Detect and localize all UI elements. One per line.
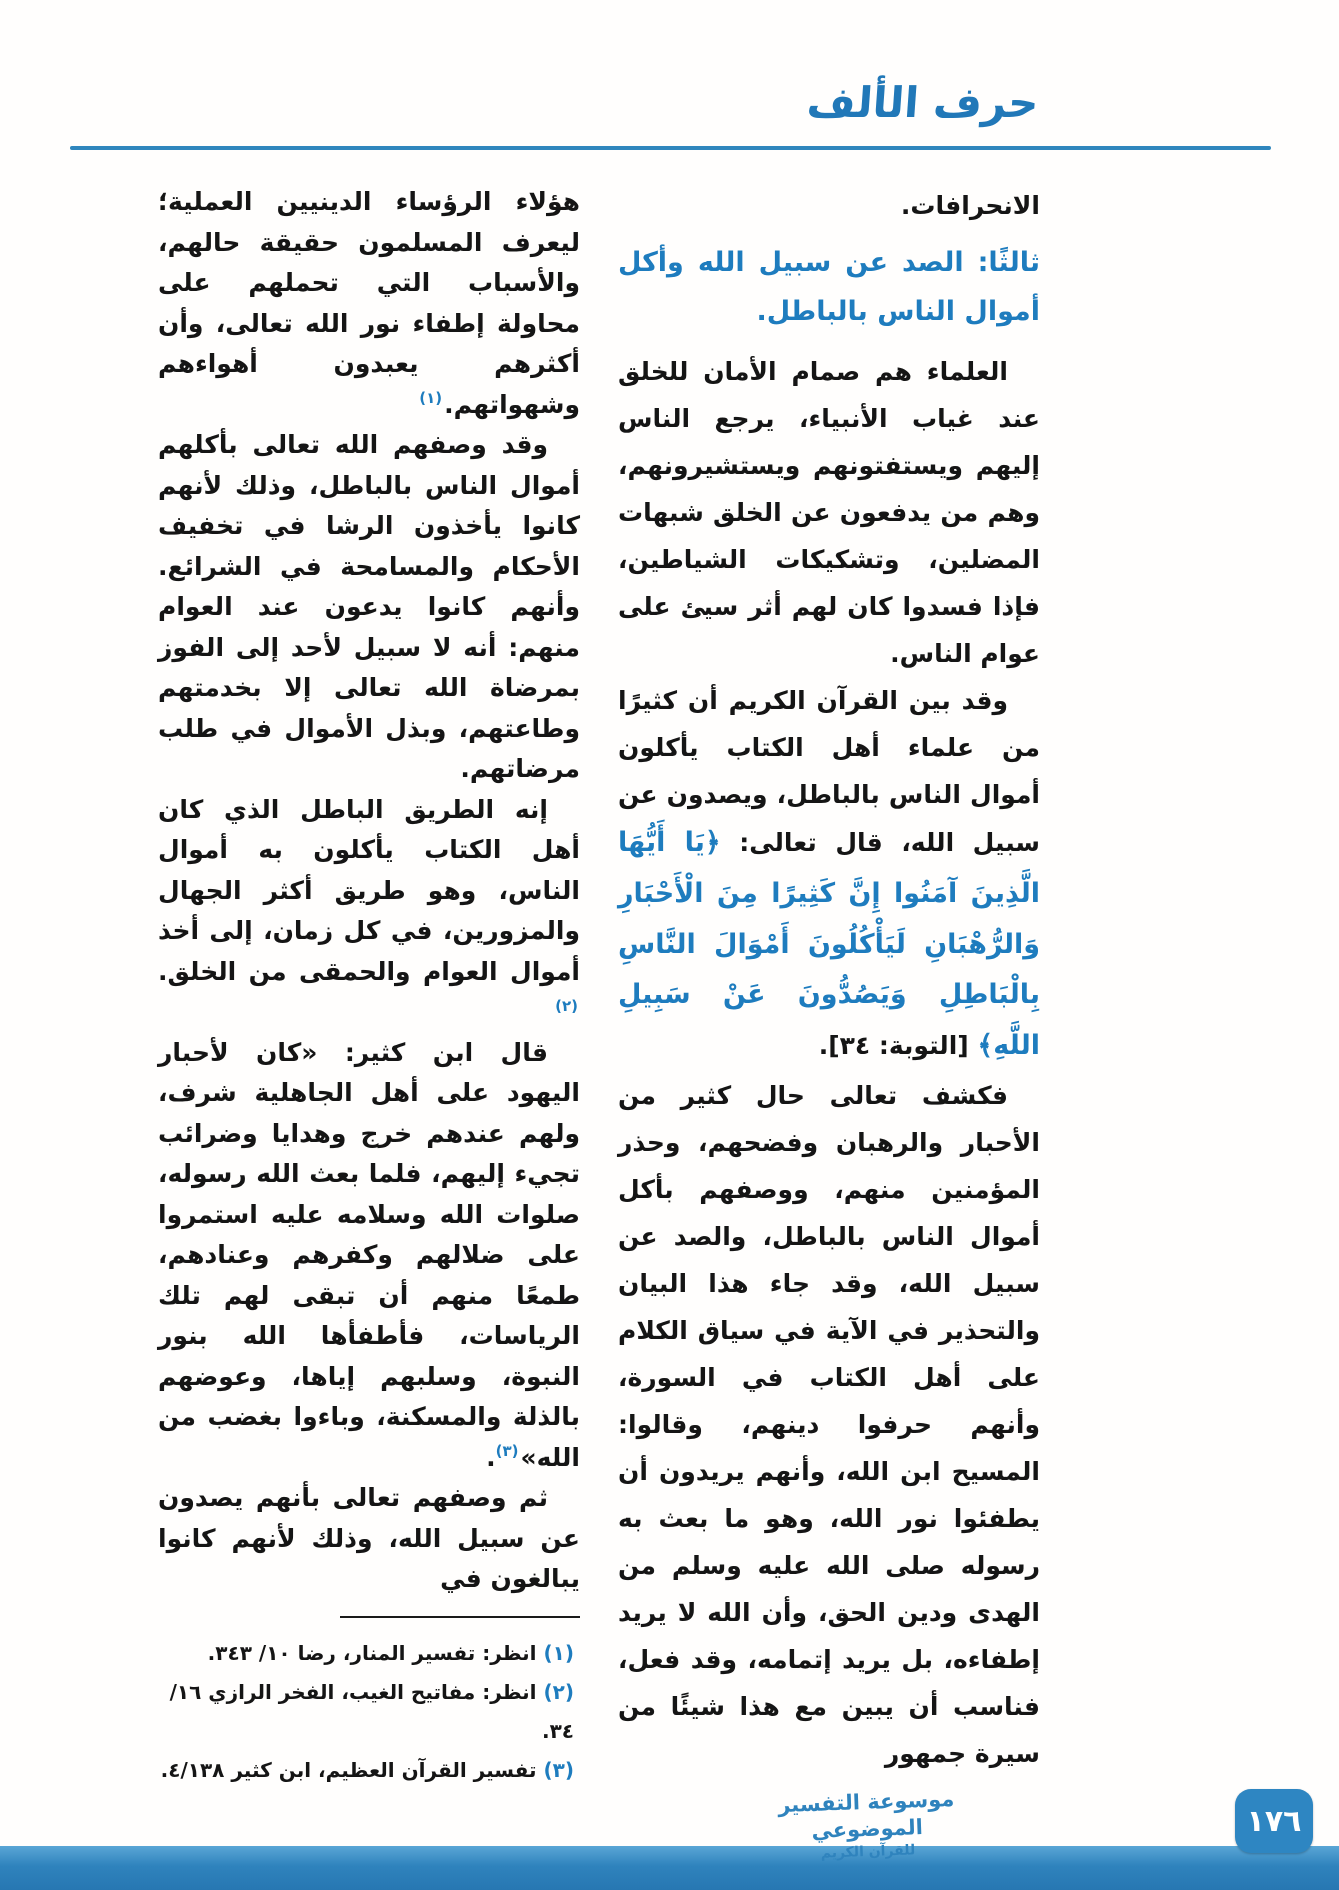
footnote bbox=[158, 1673, 580, 1751]
paragraph: وقد وصفهم الله تعالى بأكلهم أموال الناس بالباطل، وذلك لأنهم كانوا يأخذون الرشا في تخفيف الأحكام والمسامحة في الشرائع. وأنهم كانوا يدعون عند العوام منهم: أنه لا سبيل لأحد إلى الفوز بمرضاة الله تعالى إلا بخدمتهم وطاعتهم، وبذل الأموال في طلب مرضاتهم. bbox=[158, 430, 580, 783]
paragraph-text: قال ابن كثير: «كان لأحبار اليهود على أهل الجاهلية شرف، ولهم عندهم خرج وهدايا وضرائب تجيء إليهم، فلما بعث الله رسوله، صلوات الله وسلامه عليه استمروا على ضلالهم وكفرهم وعنادهم، طمعًا منهم أن تبقى لهم تلك الرياسات، فأطفأها الله بنور النبوة، وسلبهم إياها، وعوضهم بالذلة والمسكنة، وباءوا بغضب من الله» bbox=[158, 1037, 580, 1472]
footnote-number: (٣) bbox=[543, 1757, 574, 1782]
footer-band bbox=[0, 1846, 1339, 1890]
paragraph bbox=[158, 1033, 580, 1479]
paragraph bbox=[158, 182, 580, 425]
footnote bbox=[158, 1751, 580, 1790]
quran-verse: ﴿يَا أَيُّهَا الَّذِينَ آمَنُوا إِنَّ كَثِيرًا مِنَ الْأَحْبَارِ وَالرُّهْبَانِ لَيَأْكُلُونَ أَمْوَالَ النَّاسِ بِالْبَاطِلِ وَيَصُدُّونَ عَنْ سَبِيلِ اللَّهِ﴾ bbox=[618, 827, 1040, 1062]
footnote-marker: (٢) bbox=[555, 996, 578, 1015]
column-left bbox=[158, 182, 580, 1790]
section-title: حرف الألف bbox=[805, 78, 1041, 127]
footnote-text: تفسير القرآن العظيم، ابن كثير ٤/١٣٨. bbox=[160, 1757, 537, 1782]
footnote-number: (١) bbox=[543, 1640, 574, 1665]
logo-text: للقرآن الكريم bbox=[820, 1842, 916, 1862]
footnote-marker: (٣) bbox=[495, 1442, 519, 1461]
verse-reference: [التوبة: ٣٤]. bbox=[818, 1031, 978, 1061]
logo-text: موسوعة التفسير الموضوعي bbox=[777, 1787, 955, 1844]
paragraph-text: . bbox=[486, 1442, 496, 1472]
publisher-logo bbox=[766, 1786, 968, 1864]
footnote-number: (٢) bbox=[543, 1679, 574, 1704]
paragraph-text: إنه الطريق الباطل الذي كان أهل الكتاب يأكلون به أموال الناس، وهو طريق أكثر الجهال والمزورين، في كل زمان، إلى أخذ أموال العوام والحمقى من الخلق. bbox=[158, 794, 580, 986]
paragraph: فكشف تعالى حال كثير من الأحبار والرهبان وفضحهم، وحذر المؤمنين منهم، ووصفهم بأكل أموال الناس بالباطل، والصد عن سبيل الله، وقد جاء هذا البيان والتحذير في الآية في سياق الكلام على أهل الكتاب في السورة، وأنهم حرفوا دينهم، وقالوا: المسيح ابن الله، وأنهم يريدون أن يطفئوا نور الله، وهو ما بعث به رسوله صلى الله عليه وسلم من الهدى ودين الحق، وأن الله لا يريد إطفاءه، بل يريد إتمامه، وقد فعل، فناسب أن يبين مع هذا شيئًا من سيرة جمهور bbox=[618, 1080, 1040, 1768]
footnote-text: انظر: مفاتيح الغيب، الفخر الرازي ١٦/ ٣٤. bbox=[169, 1679, 574, 1743]
footnote-separator bbox=[340, 1616, 580, 1618]
paragraph-text: وقد بين القرآن الكريم أن كثيرًا من علماء أهل الكتاب يأكلون أموال الناس بالباطل، ويصدون عن سبيل الله، قال تعالى: bbox=[618, 686, 1040, 858]
footnote-marker: (١) bbox=[419, 389, 443, 408]
page-number-badge bbox=[1235, 1789, 1313, 1853]
paragraph-with-verse bbox=[618, 677, 1040, 1072]
paragraph-lead: الانحرافات. bbox=[900, 191, 1040, 220]
footnote bbox=[158, 1634, 580, 1673]
subsection-heading: ثالثًا: الصد عن سبيل الله وأكل أموال الناس بالباطل. bbox=[618, 247, 1040, 327]
paragraph-text: هؤلاء الرؤساء الدينيين العملية؛ ليعرف المسلمون حقيقة حالهم، والأسباب التي تحملهم على محاولة إطفاء نور الله تعالى، وأن أكثرهم يعبدون أهواءهم وشهواتهم. bbox=[158, 187, 580, 419]
page-number: ١٧٦ bbox=[1246, 1803, 1302, 1839]
page-content bbox=[158, 182, 1040, 1790]
header-rule bbox=[70, 146, 1271, 150]
paragraph: العلماء هم صمام الأمان للخلق عند غياب الأنبياء، يرجع الناس إليهم ويستفتونهم ويستشيرونهم، وهم من يدفعون عن الخلق شبهات المضلين، وتشكيكات الشياطين، فإذا فسدوا كان لهم أثر سيئ على عوام الناس. bbox=[618, 357, 1040, 669]
paragraph: ثم وصفهم تعالى بأنهم يصدون عن سبيل الله، وذلك لأنهم كانوا يبالغون في bbox=[158, 1483, 580, 1593]
footnotes-block bbox=[158, 1616, 580, 1790]
footnote-text: انظر: تفسير المنار، رضا ١٠/ ٣٤٣. bbox=[207, 1640, 537, 1665]
paragraph bbox=[158, 790, 580, 1033]
column-right bbox=[618, 182, 1040, 1790]
